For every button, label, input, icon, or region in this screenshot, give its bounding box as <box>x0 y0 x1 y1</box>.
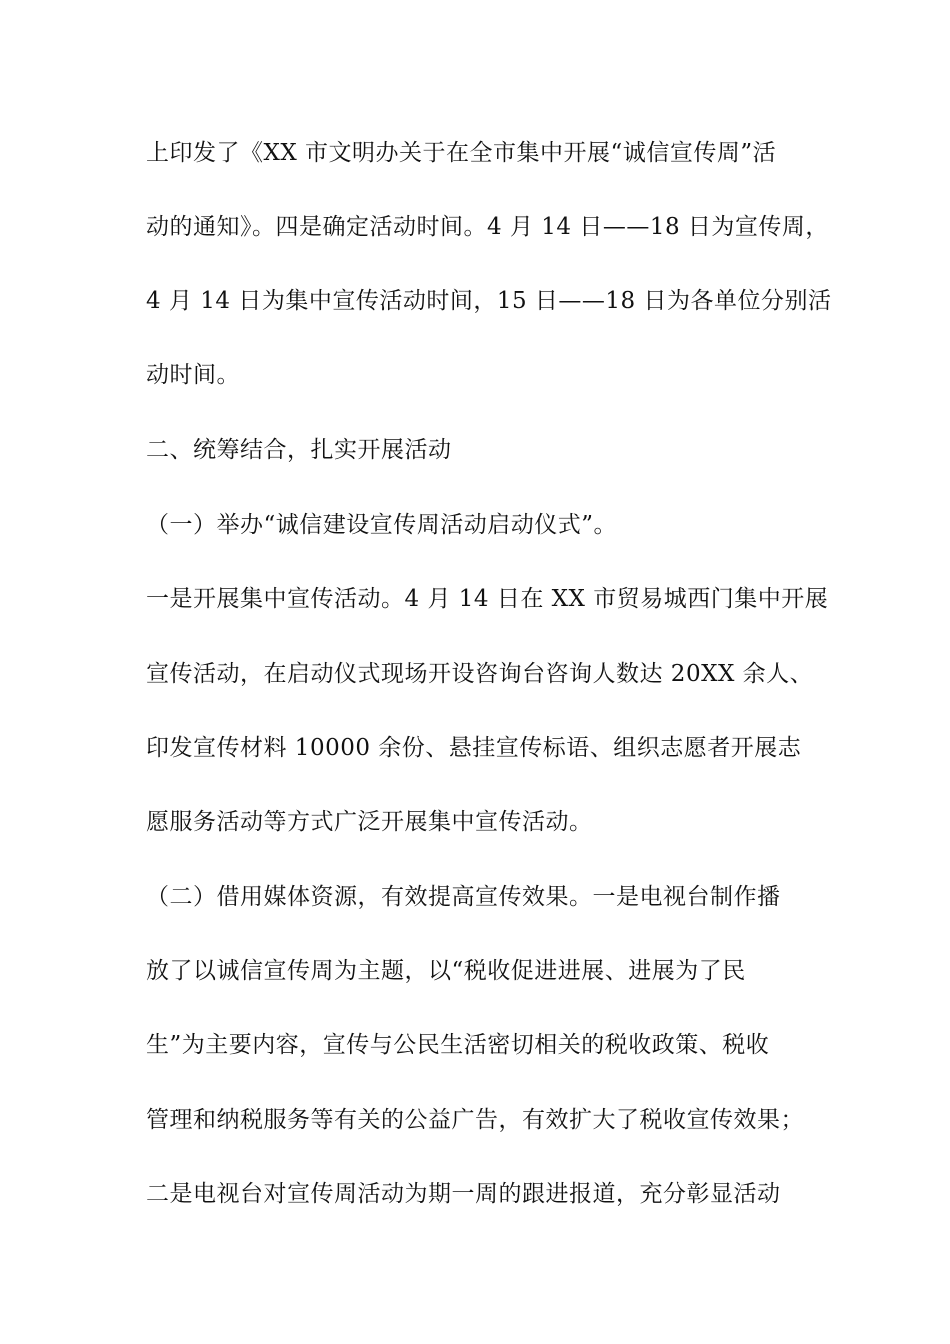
text-line: 愿服务活动等方式广泛开展集中宣传活动。 <box>146 809 593 835</box>
text-line: 宣传活动，在启动仪式现场开设咨询台咨询人数达 20XX 余人、 <box>146 661 814 687</box>
text-line: 放了以诚信宣传周为主题，以“税收促进进展、进展为了民 <box>146 958 746 984</box>
text-line: 动时间。 <box>146 362 240 388</box>
section-heading: 二、统筹结合，扎实开展活动 <box>146 437 452 463</box>
text-line: 动的通知》。四是确定活动时间。4 月 14 日——18 日为宣传周， <box>146 214 829 240</box>
subsection-heading: （二）借用媒体资源，有效提高宣传效果。一是电视台制作播 <box>146 884 781 910</box>
text-line: 生”为主要内容，宣传与公民生活密切相关的税收政策、税收 <box>146 1032 770 1058</box>
text-line: 一是开展集中宣传活动。4 月 14 日在 XX 市贸易城西门集中开展 <box>146 586 829 612</box>
text-line: 二是电视台对宣传周活动为期一周的跟进报道，充分彰显活动 <box>146 1181 781 1207</box>
subsection-heading: （一）举办“诚信建设宣传周活动启动仪式”。 <box>146 512 618 538</box>
text-line: 印发宣传材料 10000 余份、悬挂宣传标语、组织志愿者开展志 <box>146 735 802 761</box>
text-line: 上印发了《XX 市文明办关于在全市集中开展“诚信宣传周”活 <box>146 140 777 166</box>
text-line: 管理和纳税服务等有关的公益广告，有效扩大了税收宣传效果； <box>146 1107 804 1133</box>
text-line: 4 月 14 日为集中宣传活动时间，15 日——18 日为各单位分别活 <box>146 288 832 314</box>
